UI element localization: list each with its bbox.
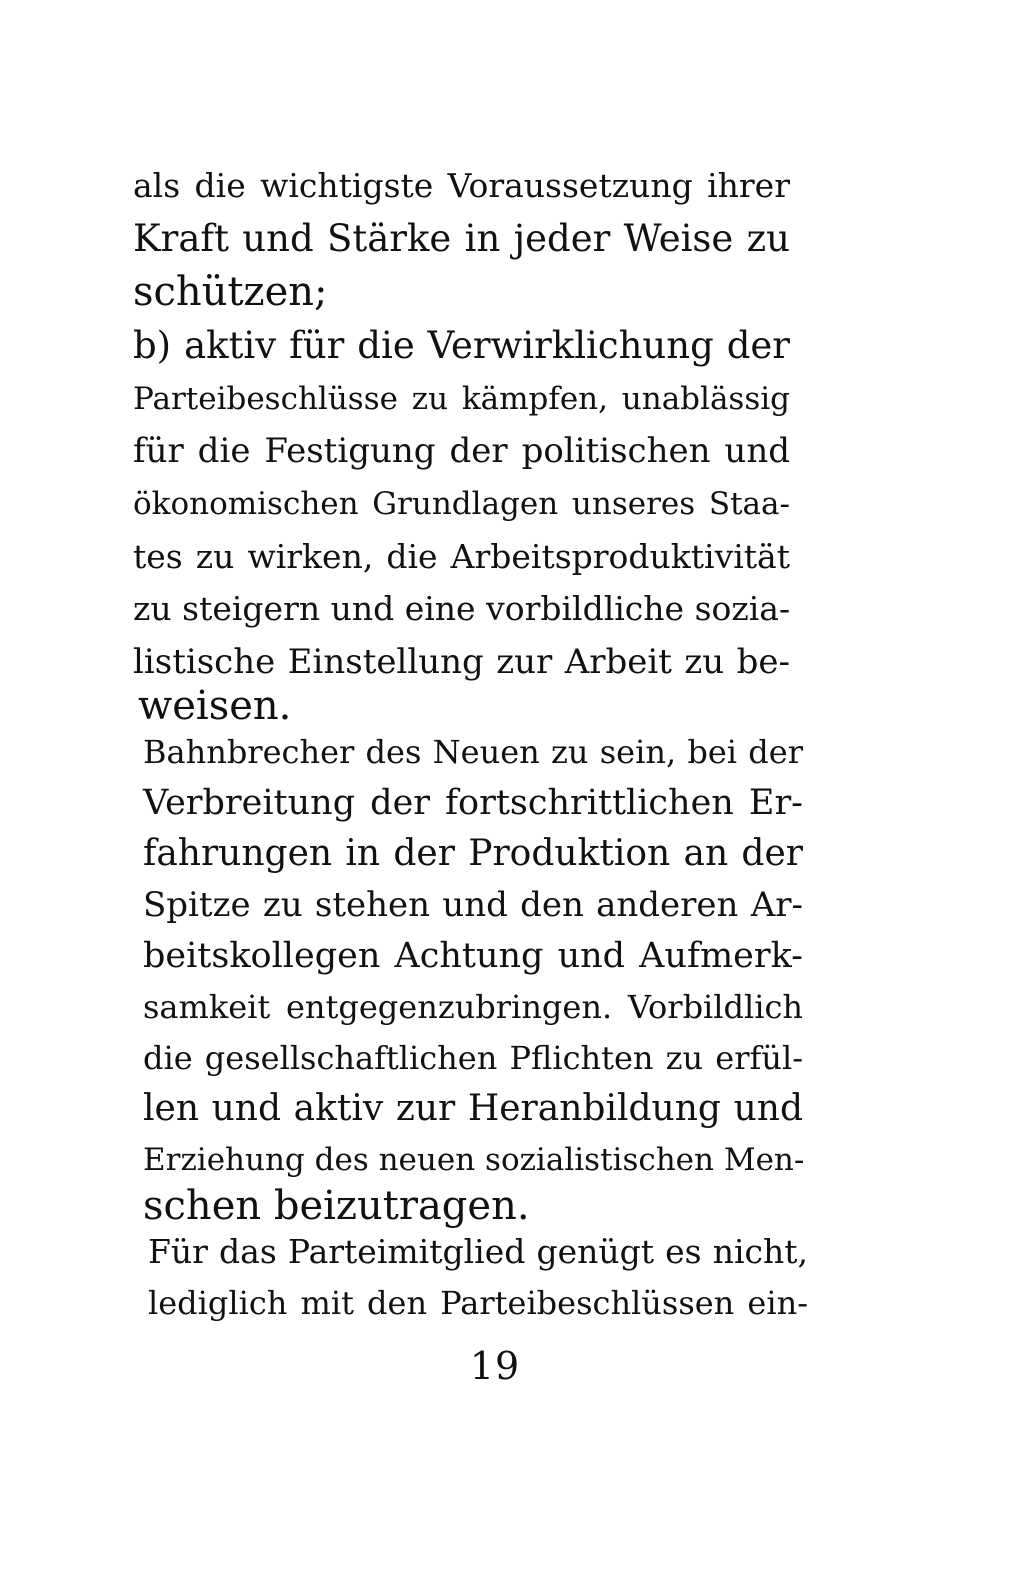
text-line: zu steigern und eine vorbildliche sozia-: [133, 589, 791, 628]
text-line: Parteibeschlüsse zu kämpfen, unablässig: [133, 381, 790, 417]
text-line: b) aktiv für die Verwirklichung der: [133, 324, 790, 367]
text-line: Für das Parteimitglied genügt es nicht,: [148, 1232, 808, 1271]
text-line: Kraft und Stärke in jeder Weise zu: [133, 217, 790, 260]
text-line: schen beizutragen.: [143, 1183, 530, 1229]
text-line: listische Einstellung zur Arbeit zu be-: [133, 642, 790, 682]
text-line: Bahnbrecher des Neuen zu sein, bei der: [143, 733, 803, 771]
text-line: len und aktiv zur Heranbildung und: [143, 1088, 803, 1129]
text-line: fahrungen in der Produktion an der: [143, 833, 803, 874]
text-line: Erziehung des neuen sozialistischen Men-: [143, 1142, 805, 1178]
page-number: 19: [469, 1344, 521, 1388]
text-line: als die wichtigste Voraussetzung ihrer: [133, 166, 790, 205]
text-line: schützen;: [133, 269, 328, 315]
text-line: Verbreitung der fortschrittlichen Er-: [143, 783, 803, 823]
text-line: ökonomischen Grundlagen unseres Staa-: [133, 486, 790, 522]
text-line: beitskollegen Achtung und Aufmerk-: [143, 936, 803, 976]
text-line: samkeit entgegenzubringen. Vorbildlich: [143, 988, 803, 1026]
text-line: die gesellschaftlichen Pflichten zu erfül-: [143, 1039, 803, 1077]
text-line: für die Festigung der politischen und: [133, 431, 790, 471]
text-line: weisen.: [138, 683, 292, 729]
text-line: Spitze zu stehen und den anderen Ar-: [143, 885, 803, 925]
text-line: tes zu wirken, die Arbeitsproduktivität: [133, 537, 790, 576]
text-line: lediglich mit den Parteibeschlüssen ein-: [148, 1284, 808, 1322]
